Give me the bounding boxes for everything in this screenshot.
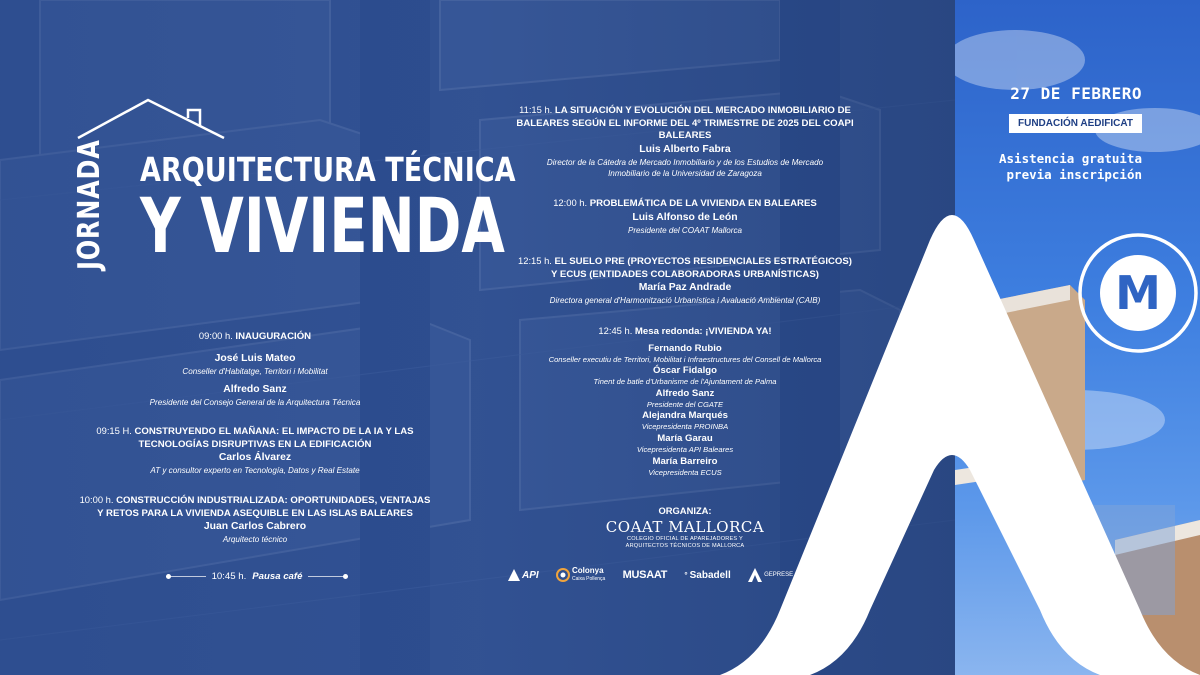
sponsor-musaat-logo xyxy=(623,569,667,581)
speaker-name: Alejandra Marqués xyxy=(642,410,728,422)
speaker-role: Vicepresidenta PROINBA xyxy=(641,422,729,432)
item-time: 12:00 h. xyxy=(553,197,588,208)
item-title: PROBLEMÁTICA DE LA VIVIENDA EN BALEARES xyxy=(589,198,817,209)
speaker-role: Presidente del Consejo General de la Arquitectura Técnica xyxy=(149,397,361,407)
sponsor-colonya-logo xyxy=(556,567,605,583)
program-item-problematica xyxy=(490,197,880,236)
program-item-suelo xyxy=(490,255,880,306)
speaker-role: Arquitecto técnico xyxy=(222,535,288,545)
sponsor-name: GEPRESE xyxy=(764,571,794,578)
org-name: COAAT MALLORCA xyxy=(605,518,765,536)
item-time: 12:45 h. xyxy=(598,325,633,336)
program-item-mercado xyxy=(490,104,880,179)
item-title-cont: Y ECUS (ENTIDADES COLABORADORAS URBANÍSTICAS) xyxy=(551,268,819,280)
colonya-icon xyxy=(556,568,570,582)
sponsor-geprese-logo xyxy=(748,568,793,582)
speaker-name: José Luis Mateo xyxy=(214,352,296,364)
m-circle-logo-icon xyxy=(1078,233,1198,353)
divider-line xyxy=(166,576,206,577)
speaker-name: María Barreiro xyxy=(652,455,718,467)
item-time: 11:15 h. xyxy=(519,104,553,115)
sponsor-name: MUSAAT xyxy=(622,569,668,581)
org-subtitle: ARQUITECTOS TÉCNICOS DE MALLORCA xyxy=(625,542,745,549)
speaker-role: Conseller d'Habitatge, Territori i Mobilitat xyxy=(182,366,328,376)
item-title-cont: BALEARES SEGÚN EL INFORME DEL 4º TRIMESTRE DE 2025 DEL COAPI xyxy=(516,117,854,129)
sponsor-name: Sabadell xyxy=(689,569,731,581)
item-title: INAUGURACIÓN xyxy=(235,331,312,342)
item-title-cont: BALEARES xyxy=(658,130,712,142)
title-line-2: Y VIVIENDA xyxy=(140,181,505,270)
speaker-name: Juan Carlos Cabrero xyxy=(203,521,307,533)
item-title-cont: TECNOLOGÍAS DISRUPTIVAS EN LA EDIFICACIÓN xyxy=(138,438,372,450)
sponsor-logos xyxy=(508,564,858,586)
item-title: Mesa redonda: ¡VIVIENDA YA! xyxy=(634,326,772,337)
speaker-role: Conseller executiu de Territori, Mobilitat i Infraestructures del Consell de Mallorca xyxy=(548,354,822,364)
speaker-name: Óscar Fidalgo xyxy=(653,365,717,377)
sponsor-name: LABARTEC xyxy=(826,571,858,578)
item-time: 09:15 H. xyxy=(96,425,132,436)
item-title-cont: Y RETOS PARA LA VIVIENDA ASEQUIBLE EN LAS ISLAS BALEARES xyxy=(97,507,413,519)
sponsor-sub: Caixa Pollença xyxy=(571,576,606,582)
event-date: 27 DE FEBRERO xyxy=(1010,84,1142,103)
sponsor-labartec-logo xyxy=(810,568,858,582)
speaker-role: AT y consultor experto en Tecnología, Datos y Real Estate xyxy=(150,466,360,476)
speaker-name: María Paz Andrade xyxy=(638,282,732,294)
speaker-name: María Garau xyxy=(657,432,713,444)
labartec-icon xyxy=(810,568,824,582)
org-subtitle: COLEGIO OFICIAL DE APAREJADORES Y xyxy=(627,536,743,542)
item-title: EL SUELO PRE (PROYECTOS RESIDENCIALES ESTRATÉGICOS) xyxy=(554,256,852,267)
speaker-role: Director de la Cátedra de Mercado Inmobiliario y de los Estudios de Mercado xyxy=(546,157,824,167)
item-time: 09:00 h. xyxy=(198,330,233,341)
api-icon xyxy=(508,569,520,581)
jornada-label: JORNADA xyxy=(72,139,107,270)
attendance-note xyxy=(990,151,1142,183)
coffee-break xyxy=(166,571,348,582)
title-line-1: ARQUITECTURA TÉCNICA xyxy=(140,150,516,189)
speaker-role: Presidente del COAAT Mallorca xyxy=(627,225,743,235)
speaker-name: Carlos Álvarez xyxy=(218,452,292,464)
speaker-role-cont: Inmobiliario de la Universidad de Zaragoza xyxy=(608,168,762,178)
program-item-ia xyxy=(60,425,450,476)
program-item-inauguracion xyxy=(60,330,450,408)
attendance-line-1: Asistencia gratuita xyxy=(999,151,1142,166)
speaker-name: Alfredo Sanz xyxy=(223,383,287,395)
item-time: 12:15 h. xyxy=(518,255,552,266)
speaker-name: Luis Alberto Fabra xyxy=(639,143,731,155)
break-time: 10:45 h. xyxy=(211,571,247,582)
sponsor-api-logo xyxy=(508,569,539,581)
organiza-label: ORGANIZA: xyxy=(658,505,712,516)
speaker-role: Vicepresidenta API Baleares xyxy=(636,444,734,454)
speaker-name: Fernando Rubio xyxy=(648,342,722,354)
venue-badge: FUNDACIÓN AEDIFICAT xyxy=(1009,114,1142,133)
speaker-role: Tinent de batle d'Urbanisme de l'Ajuntament de Palma xyxy=(593,377,777,387)
geprese-icon xyxy=(748,568,762,582)
divider-line xyxy=(308,576,348,577)
sponsor-name: Colonya xyxy=(571,566,604,575)
program-item-industrializada xyxy=(60,494,450,545)
attendance-line-2: previa inscripción xyxy=(1006,167,1142,182)
item-time: 10:00 h. xyxy=(79,494,114,505)
break-label: Pausa café xyxy=(252,571,303,582)
speaker-role: Directora general d'Harmonització Urbanística i Avaluació Ambiental (CAIB) xyxy=(549,296,821,306)
logo-letter: M xyxy=(1115,266,1161,320)
speaker-role: Vicepresidenta ECUS xyxy=(648,467,722,477)
speaker-name: Alfredo Sanz xyxy=(655,387,715,399)
coaat-mallorca-logo xyxy=(600,518,770,550)
item-title: CONSTRUCCIÓN INDUSTRIALIZADA: OPORTUNIDADES, VENTAJAS xyxy=(116,495,431,506)
sabadell-dot-icon: ° xyxy=(684,570,688,580)
program-item-mesa-redonda xyxy=(490,325,880,478)
item-title: CONSTRUYENDO EL MAÑANA: EL IMPACTO DE LA IA Y LAS xyxy=(134,426,414,437)
sponsor-sabadell-logo xyxy=(684,570,730,581)
sponsor-name: API xyxy=(522,569,539,581)
speaker-name: Luis Alfonso de León xyxy=(632,211,738,223)
speaker-role: Presidente del CGATE xyxy=(646,399,724,409)
item-title: LA SITUACIÓN Y EVOLUCIÓN DEL MERCADO INMOBILIARIO DE xyxy=(554,105,851,116)
